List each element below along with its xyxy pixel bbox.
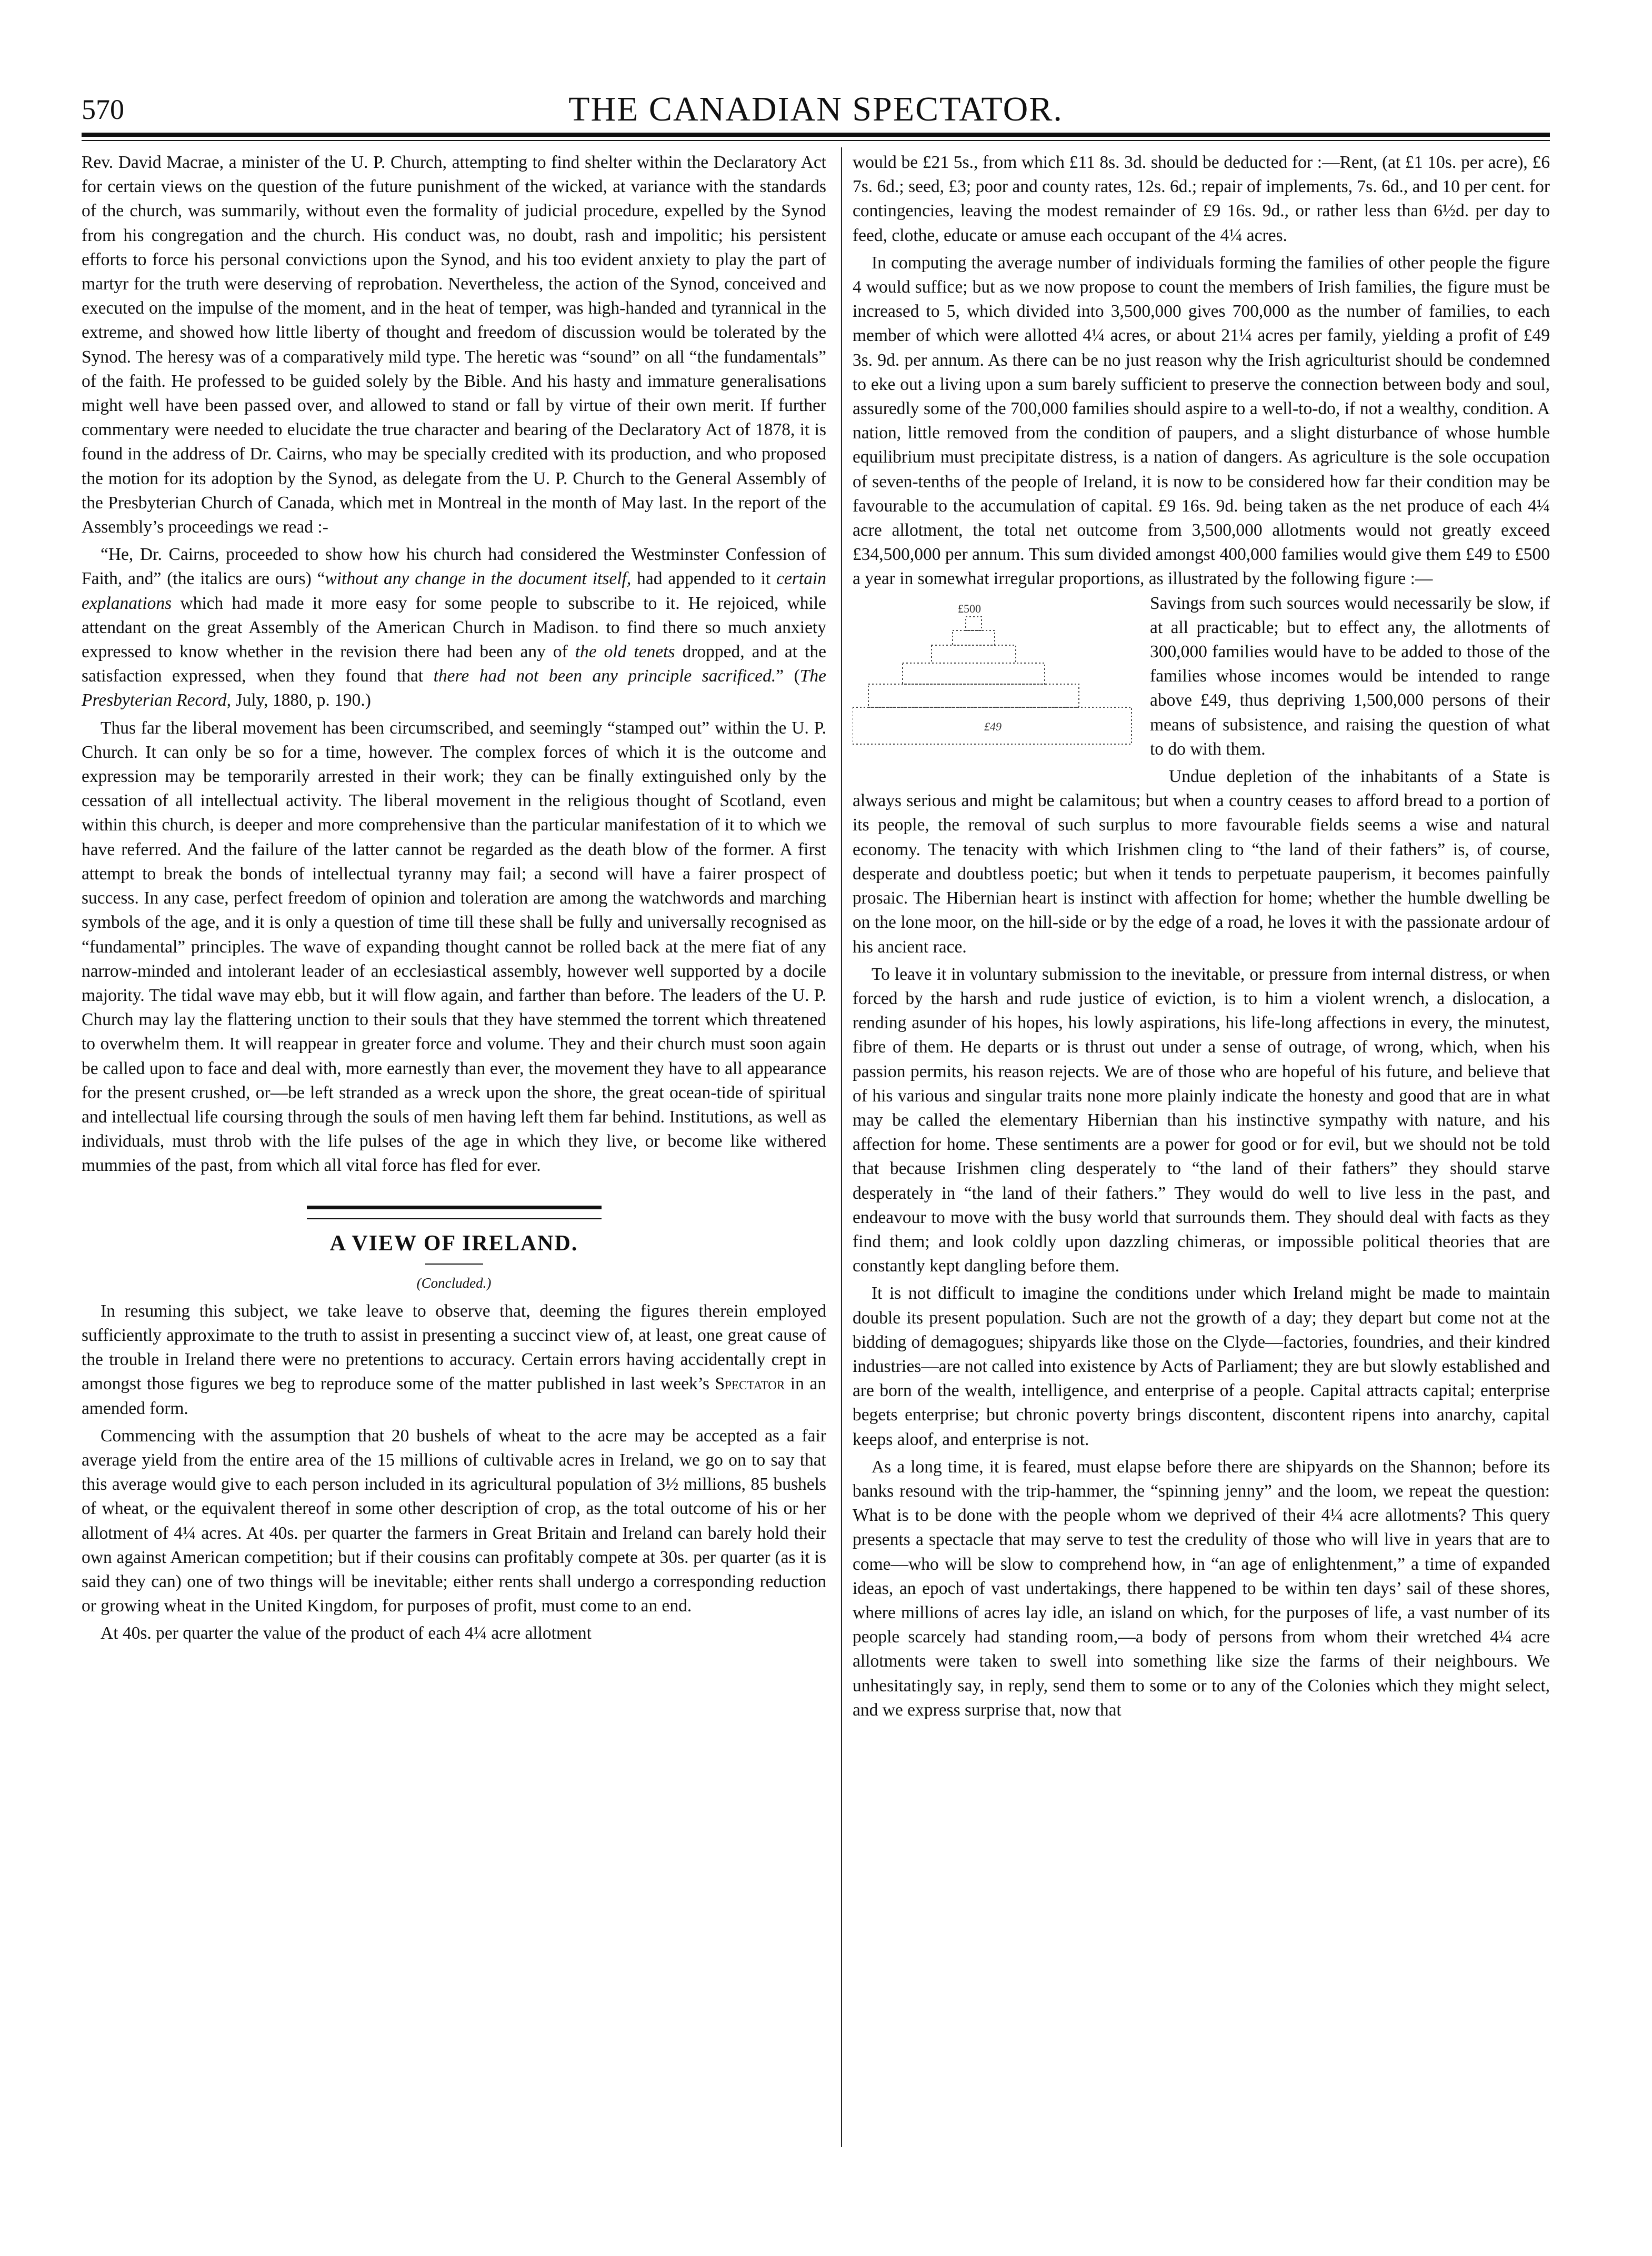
quote-italic-1: without any change in the document itself, <box>325 569 632 589</box>
title-underline <box>425 1264 483 1265</box>
left-paragraph-3: Thus far the liberal movement has been circumscribed, and seemingly “stamped out” within the U. P. Church. It can only be so for a time, however. The complex forces of which it is the outcome and expression may be temporarily arrested in their work; they can be finally extinguished only by the cessation of all intellectual activity. The liberal movement in the religious thought of Scotland, even within this church, is deeper and more comprehensive than the particular manifestation of it to which we have referred. And the failure of the latter cannot be regarded as the death blow of the former. A first attempt to break the bonds of intellectual tyranny may fail; a second will have a fairer prospect of success. In any case, perfect freedom of opinion and toleration are among the watchwords and marching symbols of the age, and it is only a question of time till these shall be fully and universally recognised as “fundamental” principles. The wave of expanding thought cannot be rolled back at the mere fiat of any narrow-minded and intolerant leader of an ecclesiastical assembly, however well supported by a docile majority. The tidal wave may ebb, but it will flow again, and farther than before. The leaders of the U. P. Church may lay the flattering unction to their souls that they have stemmed the torrent which threatened to overwhelm them. It will reappear in greater force and volume. They and their church must soon again be called upon to face and deal with, more earnestly than ever, the movement they have to all appearance for the present crushed, or—be left stranded as a wreck upon the shore, the great ocean-tide of spiritual and intellectual life coursing through the souls of men having left them far behind. Institutions, as well as individuals, must throb with the life pulses of the age in which they live, or become like withered mummies of the past, from which all vital force has fled for ever. <box>82 718 826 1176</box>
right-paragraph-1: would be £21 5s., from which £11 8s. 3d. should be deducted for :—Rent, (at £1 10s. per acre), £6 7s. 6d.; seed, £3; poor and county rates, 12s. 6d.; repair of implements, 7s. 6d., and 10 per cent. for contingencies, leaving the modest remainder of £9 16s. 9d., or rather less than 6½d. per day to feed, clothe, educate or amuse each occupant of the 4¼ acres. <box>853 153 1550 245</box>
quote-text-b: had appended to it <box>631 569 777 589</box>
column-divider <box>841 147 842 2147</box>
pyramid-tier-1 <box>966 617 982 630</box>
right-paragraph-6: It is not difficult to imagine the conditions under which Ireland might be made to maintain double its present population. Such are not the growth of a day; they depart but come not at the bidding of demagogues; shipyards like those on the Clyde—factories, foundries, and their kindred industries—are not called into existence by Acts of Parliament; they are but slowly established and are born of the wealth, intelligence, and enterprise of a people. Capital attracts capital; enterprise begets enterprise; but chronic poverty brings discontent, discontent ripens into anarchy, capital keeps aloof, and enterprise is not. <box>853 1284 1550 1449</box>
right-column <box>853 151 1550 1722</box>
quote-italic-2: certain explanations <box>82 569 826 613</box>
masthead <box>82 88 1550 131</box>
quote-italic-5: The Presbyterian Record, <box>82 666 826 710</box>
quote-text-c: which had made it more easy for some people to subscribe to it. He rejoiced, while attendant on the great Assembly of the American Church in Madison. to find there so much anxiety expressed to know whether in the revision there had been any of <box>82 593 826 662</box>
left-paragraph-4 <box>82 1299 826 1421</box>
right-paragraph-4: Undue depletion of the inhabitants of a State is always serious and might be calamitous; but when a country ceases to afford bread to a portion of its people, the removal of such surplus to more favourable fields seems a wise and natural economy. The tenacity with which Irishmen cling to “the land of their fathers” is, of course, desperate and doubtless poetic; but when it tends to perpetuate pauperism, it becomes painfully prosaic. The Hibernian heart is instinct with affection for home; whether the humble dwelling be on the lone moor, on the hill-side or by the edge of a road, he loves it with the passionate ardour of his ancient race. <box>853 767 1550 957</box>
left-paragraph-1: Rev. David Macrae, a minister of the U. P. Church, attempting to find shelter within the Declaratory Act for certain views on the question of the future punishment of the wicked, at variance with the standards of the church, was summarily, without even the formality of judicial procedure, expelled by the Synod from his congregation and the church. His conduct was, no doubt, rash and impolitic; his persistent efforts to force his personal convictions upon the Synod, and his too evident anxiety to play the part of martyr for the truth were deserving of reprobation. Nevertheless, the action of the Synod, conceived and executed on the impulse of the moment, and in the heat of temper, was high-handed and tyrannical in the extreme, and showed how little liberty of thought and freedom of discussion would be tolerated by the Synod. The heresy was of a comparatively mild type. The heretic was “sound” on all “the fundamentals” of the faith. He professed to be guided solely by the Bible. And his hasty and immature generalisations might well have been passed over, and allowed to stand or fall by virtue of their own merit. If further commentary were needed to elucidate the true character and bearing of the Declaratory Act of 1878, it is found in the address of Dr. Cairns, who may be specially credited with its production, and who proposed the motion for its adoption by the Synod, as delegate from the U. P. Church to the General Assembly of the Presbyterian Church of Canada, which met in Montreal in the month of May last. In the report of the Assembly’s proceedings we read :- <box>82 153 826 537</box>
right-paragraph-2: In computing the average number of individuals forming the families of other people the figure 4 would suffice; but as we now propose to count the members of Irish families, the figure must be increased to 5, which divided into 3,500,000 gives 700,000 as the number of families, to each member of which were allotted 4¼ acres, or about 21¼ acres per family, yielding a profit of £49 3s. 9d. per annum. As there can be no just reason why the Irish agriculturist should be condemned to eke out a living upon a sum barely sufficient to preserve the connection between body and soul, assuredly some of the 700,000 families should aspire to a well-to-do, if not a wealthy, condition. A nation, little removed from the condition of paupers, and a slight disturbance of whose humble equilibrium must precipitate distress, is a nation of dangers. As agriculture is the sole occupation of seven-tenths of the people of Ireland, it is now to be considered how far their condition may be favourable to the accumulation of capital. £9 16s. 9d. being taken as the net produce of each 4¼ acre allotment, the total net outcome from 3,500,000 allotments would not greatly exceed £34,500,000 per annum. This sum divided amongst 400,000 families would give them £49 to £500 a year in somewhat irregular proportions, as illustrated by the following figure :— <box>853 253 1550 589</box>
p4-spectator: Spectator <box>715 1374 785 1394</box>
section-subtitle: (Concluded.) <box>416 1275 492 1291</box>
pyramid-tier-4 <box>903 663 1045 684</box>
quote-text-e: ” ( <box>776 666 800 686</box>
pyramid-tier-2 <box>953 630 995 645</box>
separator-thick <box>307 1206 602 1209</box>
income-pyramid-figure <box>853 595 1139 763</box>
publication-title: THE CANADIAN SPECTATOR. <box>568 90 1063 128</box>
quote-text-a: “He, Dr. Cairns, proceeded to show how his church had considered the Westminster Confession of Faith, and” (the italics are ours) “ <box>82 545 826 589</box>
quote-text-d: dropped, and at the satisfaction expressed, when they found that <box>82 642 826 686</box>
p4-text-a: In resuming this subject, we take leave to observe that, deeming the figures therein employed sufficiently approximate to the truth to assist in presenting a succinct view of, at least, one great cause of the trouble in Ireland there were no pretentions to accuracy. Certain errors having accidentally crept in amongst those figures we beg to reproduce some of the matter published in last week’s <box>82 1301 826 1394</box>
section-title: A VIEW OF IRELAND. <box>329 1231 578 1256</box>
separator-thin <box>307 1218 602 1219</box>
right-paragraph-3: Savings from such sources would necessarily be slow, if at all practicable; but to effect any, the allotments of 300,000 families would have to be added to those of the families whose incomes would be intended to range above £49, thus depriving 1,500,000 persons of their means of subsistence, and raising the question of what to do with them. <box>1150 593 1550 759</box>
p4-text-b: in an amended form. <box>82 1374 826 1418</box>
right-paragraph-7: As a long time, it is feared, must elapse before there are shipyards on the Shannon; before its banks resound with the trip-hammer, the “spinning jenny” and the loom, we repeat the question: What is to be done with the people whom we deprived of their 4¼ acre allotments? This query presents a spectacle that may serve to test the credulity of those who will live in years that are to come—who will be slow to comprehend how, in “an age of enlightenment,” a time of expanded ideas, an epoch of vast undertakings, there happened to be within ten days’ sail of these shores, where millions of acres lay idle, an island on which, for the purposes of life, a vast number of its people scarcely had standing room,—a body of persons from whom their wretched 4¼ acre allotments were taken to swell into something like size the farms of their neighbours. We unhesitatingly say, in reply, send them to some or to any of the Colonies which they might select, and we express surprise that, now that <box>853 1457 1550 1720</box>
right-paragraph-5: To leave it in voluntary submission to the inevitable, or pressure from internal distress, or when forced by the harsh and rude justice of eviction, is to him a violent wrench, a dislocation, a rending asunder of his hopes, his lowly aspirations, his life-long affections in every, the minutest, fibre of them. He departs or is thrust out under a sense of outrage, of wrong, which, when his passion permits, his reason rejects. We are of those who are hopeful of his future, and believe that of his various and singular traits none more plainly indicate the honesty and good that are in what may be called the elementary Hibernian than his instinctive sympathy with nature, and his affection for home. These sentiments are a power for good or for evil, but we should not be told that because Irishmen cling desperately to “the land of their fathers” they should starve desperately in “the land of their fathers.” They would do well to live less in the past, and endeavour to move with the busy world that surrounds them. They should deal with facts as they find them; and look coldly upon dazzling chimeras, or impossible political theories that are constantly kept dangling before them. <box>853 964 1550 1276</box>
left-paragraph-6: At 40s. per quarter the value of the product of each 4¼ acre allotment <box>101 1623 592 1643</box>
left-paragraph-quote <box>82 543 826 713</box>
pyramid-tier-3 <box>932 645 1016 663</box>
page-number: 570 <box>82 94 124 125</box>
header-rule-thick <box>82 133 1550 137</box>
quote-italic-3: the old tenets <box>575 642 675 662</box>
header-rule-thin <box>82 140 1550 141</box>
pyramid-tier-5 <box>868 684 1079 707</box>
quote-text-f: July, 1880, p. 190.) <box>231 690 371 710</box>
left-column <box>82 151 826 1646</box>
left-paragraph-5: Commencing with the assumption that 20 bushels of wheat to the acre may be accepted as a fair average yield from the entire area of the 15 millions of cultivable acres in Ireland, we go on to say that this average would give to each person included in its agricultural population of 3½ millions, 85 bushels of wheat, or the equivalent thereof in some other description of crop, as the total outcome of his or her allotment of 4¼ acres. At 40s. per quarter the farmers in Great Britain and Ireland can barely hold their own against American competition; but if their cousins can profitably compete at 30s. per quarter (as it is said they can) one of two things will be inevitable; either rents shall undergo a corresponding reduction or growing wheat in the United Kingdom, for purposes of profit, must come to an end. <box>82 1426 826 1616</box>
pyramid-label-bottom: £49 <box>984 719 1002 733</box>
pyramid-label-top: £500 <box>958 601 981 615</box>
quote-italic-4: there had not been any principle sacrificed. <box>433 666 776 686</box>
article-separator <box>82 1192 826 1219</box>
pyramid-diagram <box>853 595 1139 763</box>
